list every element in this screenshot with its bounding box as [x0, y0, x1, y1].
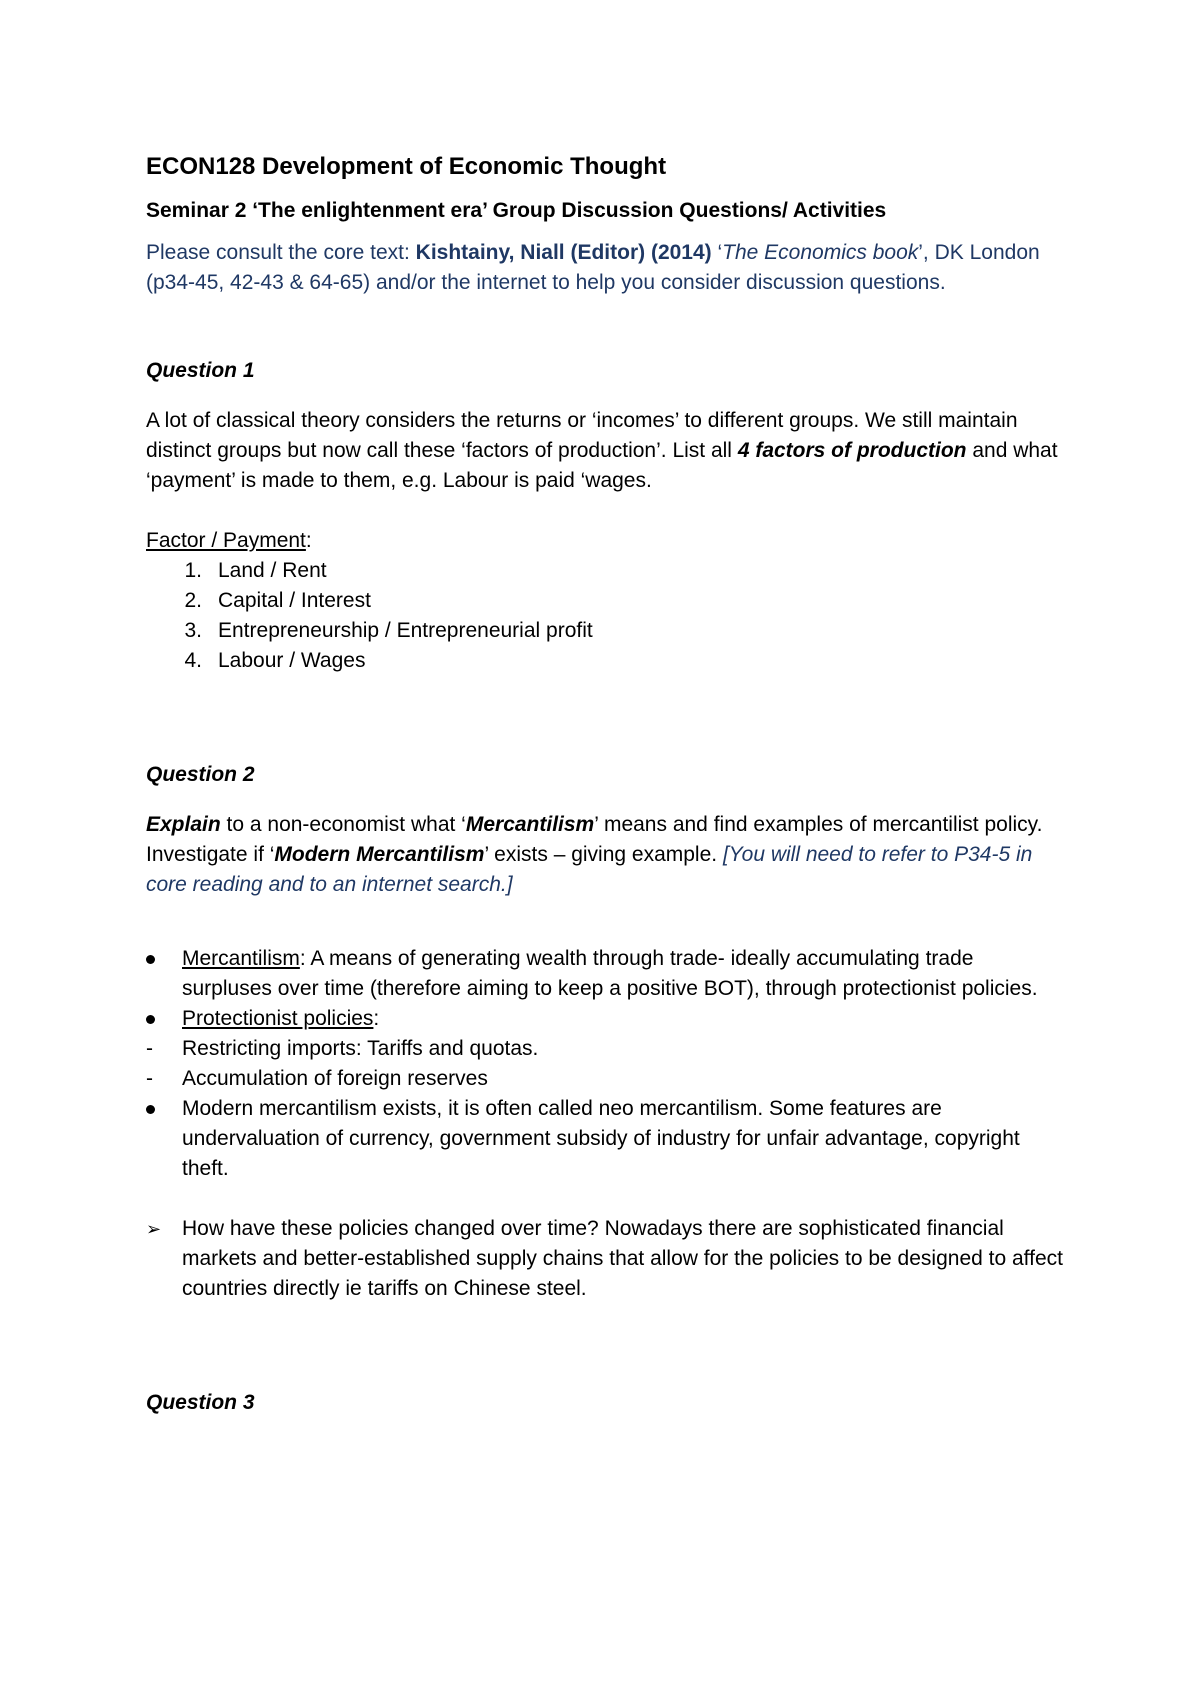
arrow-list-item: ➢ How have these policies changed over time? Nowadays there are sophisticated financial markets and better-established supply chains that allow for the policies to be designed to affect countries directly ie tariffs on Chinese steel. — [146, 1214, 1066, 1304]
bullet-icon — [146, 1094, 182, 1184]
reading-hint: [You will need to refer to P34-5 in core reading and to an internet search.] — [146, 843, 1033, 896]
question-3-heading: Question 3 — [146, 1391, 255, 1414]
list-item: 3. Entrepreneurship / Entrepreneurial profit — [184, 619, 593, 642]
question-1-heading: Question 1 — [146, 359, 255, 382]
list-item: 4. Labour / Wages — [184, 649, 366, 672]
dash-icon: - — [146, 1037, 153, 1060]
bullet-icon — [146, 944, 182, 1004]
document-body — [146, 150, 1066, 1418]
factor-payment-label: Factor / Payment: — [146, 529, 312, 552]
question-2-text: Explain to a non-economist what ‘Mercantilism’ means and find examples of mercantilist policy. Investigate if ‘Modern Mercantilism’ exists – giving example. [You will need to refer to P34-5 in core reading and to an internet search.] — [146, 813, 1043, 896]
list-item: - Accumulation of foreign reserves — [146, 1064, 1066, 1094]
core-text-author: Kishtainy, Niall (Editor) (2014) — [415, 241, 712, 264]
arrow-bullet-icon: ➢ — [146, 1219, 162, 1239]
list-item: Modern mercantilism exists, it is often called neo mercantilism. Some features are undervaluation of currency, government subsidy of industry for unfair advantage, copyright theft. — [146, 1094, 1066, 1184]
document-title: ECON128 Development of Economic Thought — [146, 153, 667, 180]
protectionist-sublist — [146, 1034, 1066, 1094]
document-subtitle: Seminar 2 ‘The enlightenment era’ Group Discussion Questions/ Activities — [146, 199, 887, 222]
list-item: 2. Capital / Interest — [184, 589, 371, 612]
list-item: Mercantilism: A means of generating wealth through trade- ideally accumulating trade surpluses over time (therefore aiming to keep a positive BOT), through protectionist policies. — [146, 944, 1066, 1004]
bullet-icon — [146, 1004, 182, 1094]
question-1-text: A lot of classical theory considers the returns or ‘incomes’ to different groups. We still maintain distinct groups but now call these ‘factors of production’. List all 4 factors of production and what ‘payment’ is made to them, e.g. Labour is paid ‘wages. — [146, 409, 1058, 492]
list-item: Protectionist policies: - Restricting imports: Tariffs and quotas. - Accumulation of foreign reserves — [146, 1004, 1066, 1094]
dash-icon: - — [146, 1067, 153, 1090]
core-text-book-title: The Economics book — [722, 241, 919, 264]
list-item: - Restricting imports: Tariffs and quotas. — [146, 1034, 1066, 1064]
mercantilism-bullets — [146, 944, 1066, 1184]
factors-list — [146, 556, 1066, 676]
question-2-heading: Question 2 — [146, 763, 255, 786]
intro-paragraph: Please consult the core text: Kishtainy, Niall (Editor) (2014) ‘The Economics book’, DK London (p34-45, 42-43 & 64-65) and/or the internet to help you consider discussion questions. — [146, 241, 1040, 294]
list-item: 1. Land / Rent — [184, 559, 327, 582]
